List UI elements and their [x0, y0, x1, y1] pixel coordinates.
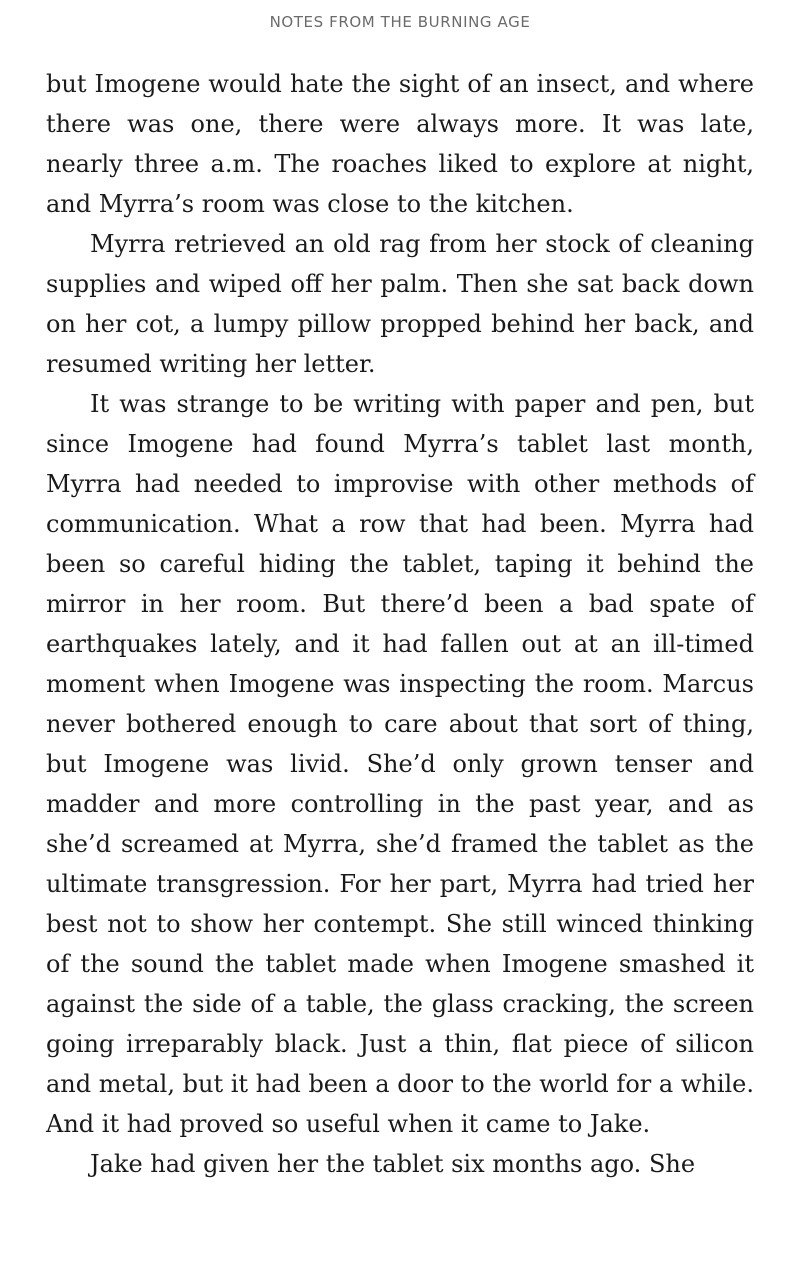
paragraph-tablet: It was strange to be writing with paper and pen, but since Imogene had found Myrra’s tablet last month, Myrra had needed to improvise with other methods of communication. What a row that had been. Myrra had been so careful hiding the tablet, taping it behind the mirror in her room. But there’d been a bad spate of earthquakes lately, and it had fallen out at an ill-timed moment when Imogene was inspecting the room. Marcus never bothered enough to care about that sort of thing, but Imogene was livid. She’d only grown tenser and madder and more controlling in the past year, and as she’d screamed at Myrra, she’d framed the tablet as the ultimate transgression. For her part, Myrra had tried her best not to show her contempt. She still winced thinking of the sound the tablet made when Imogene smashed it against the side of a table, the glass cracking, the screen going irreparably black. Just a thin, flat piece of silicon and metal, but it had been a door to the world for a while. And it had proved so useful when it came to Jake. [46, 390, 754, 1138]
paragraph-continued: but Imogene would hate the sight of an insect, and where there was one, there were always more. It was late, nearly three a.m. The roaches liked to explore at night, and Myrra’s room was close to the kitchen. [46, 70, 754, 218]
page-body-text [46, 64, 754, 1184]
paragraph-jake: Jake had given her the tablet six months ago. She [90, 1150, 696, 1178]
paragraph-rag: Myrra retrieved an old rag from her stock of cleaning supplies and wiped off her palm. Then she sat back down on her cot, a lumpy pillow propped behind her back, and resumed writing her letter. [46, 230, 754, 378]
running-header-book-title: NOTES FROM THE BURNING AGE [269, 13, 531, 31]
